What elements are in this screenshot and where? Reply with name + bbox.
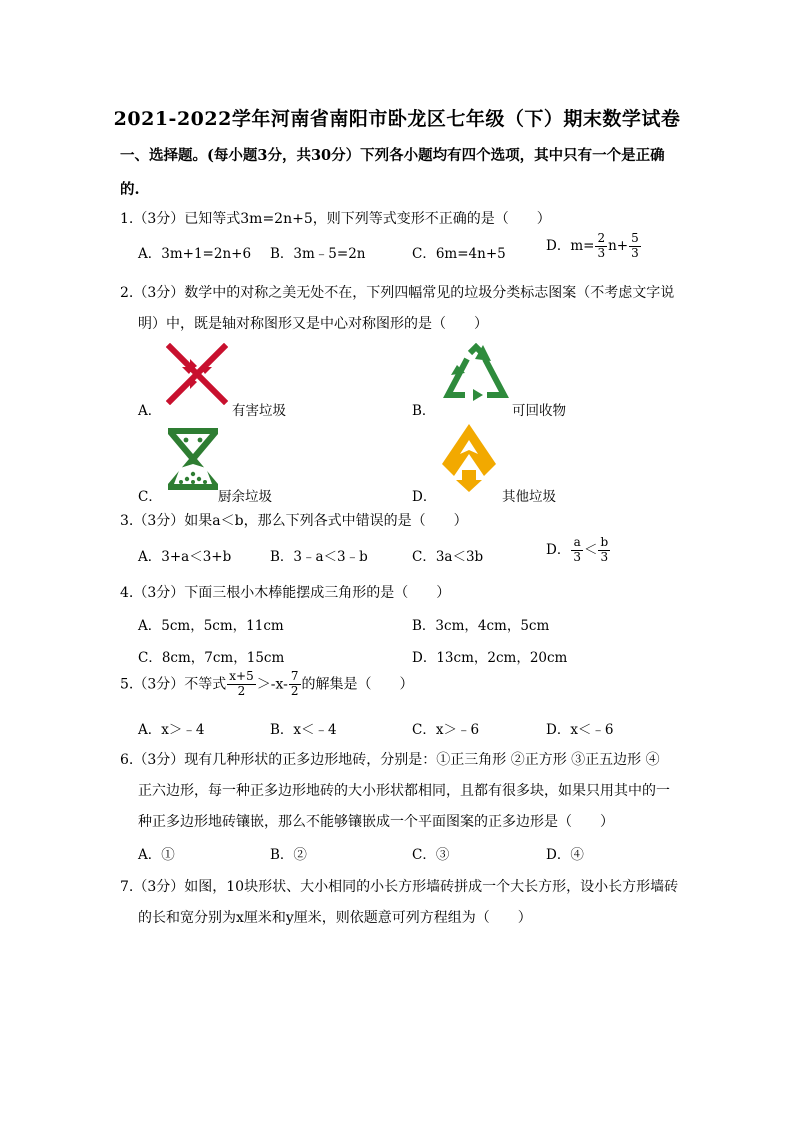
q5-option-c[interactable]: C．x＞﹣6 bbox=[412, 722, 480, 738]
fraction bbox=[289, 670, 301, 699]
q1-option-d[interactable] bbox=[546, 232, 642, 261]
q2-option-b[interactable]: B． bbox=[412, 403, 436, 419]
question-6-stem: 6.（3分）现有几种形状的正多边形地砖，分别是：①正三角形 ②正方形 ③正五边形 ④ bbox=[120, 752, 660, 768]
q2-caption-a: 有害垃圾 bbox=[232, 403, 286, 419]
q2-option-d[interactable]: D． bbox=[412, 489, 437, 505]
q5-stem-suffix: 的解集是（ ） bbox=[301, 676, 414, 693]
q6-option-b[interactable]: B．② bbox=[270, 847, 307, 863]
question-7-stem-cont: 的长和宽分别为x厘米和y厘米，则依题意可列方程组为（ ） bbox=[138, 910, 532, 926]
other-waste-icon bbox=[438, 422, 500, 494]
fraction-numerator: a bbox=[571, 536, 583, 551]
question-1-stem: 1.（3分）已知等式3m=2n+5，则下列等式变形不正确的是（ ） bbox=[120, 211, 551, 227]
question-2-stem-cont: 明）中，既是轴对称图形又是中心对称图形的是（ ） bbox=[138, 316, 488, 332]
q4-option-b[interactable]: B．3cm，4cm，5cm bbox=[412, 618, 550, 634]
section-heading-cont: 的. bbox=[120, 181, 140, 198]
kitchen-waste-icon bbox=[166, 426, 220, 492]
section-heading: 一、选择题。(每小题3分，共30分）下列各小题均有四个选项，其中只有一个是正确 bbox=[120, 147, 665, 164]
question-3-stem: 3.（3分）如果a＜b，那么下列各式中错误的是（ ） bbox=[120, 513, 468, 529]
question-5-stem bbox=[120, 670, 414, 699]
q5-stem-mid: ＞-x- bbox=[256, 676, 288, 693]
fraction-numerator: 2 bbox=[597, 231, 606, 245]
fraction bbox=[629, 232, 641, 261]
fraction bbox=[598, 536, 610, 565]
question-2-stem: 2.（3分）数学中的对称之美无处不在，下列四幅常见的垃圾分类标志图案（不考虑文字说 bbox=[120, 285, 675, 301]
fraction bbox=[571, 536, 583, 565]
q3-d-mid: ＜ bbox=[583, 541, 598, 558]
q5-option-a[interactable]: A．x＞﹣4 bbox=[138, 722, 205, 738]
fraction-denominator: 3 bbox=[631, 245, 639, 260]
q2-option-c[interactable]: C． bbox=[138, 489, 162, 505]
fraction-numerator: x+5 bbox=[229, 669, 254, 683]
fraction-denominator: 2 bbox=[237, 683, 246, 698]
q3-option-a[interactable]: A．3+a＜3+b bbox=[138, 549, 232, 565]
q4-option-d[interactable]: D．13cm，2cm，20cm bbox=[412, 650, 568, 666]
q1-option-c[interactable]: C．6m=4n+5 bbox=[412, 246, 506, 262]
q2-caption-d: 其他垃圾 bbox=[502, 489, 556, 505]
fraction-numerator: 5 bbox=[631, 231, 639, 245]
q3-option-c[interactable]: C．3a＜3b bbox=[412, 549, 484, 565]
q4-option-a[interactable]: A．5cm，5cm，11cm bbox=[138, 618, 284, 634]
recyclable-icon bbox=[443, 343, 509, 405]
question-6-stem-cont-1: 正六边形，每一种正多边形地砖的大小形状都相同，且都有很多块，如果只用其中的一 bbox=[138, 783, 670, 799]
q1-d-prefix: D．m= bbox=[546, 237, 595, 254]
fraction-denominator: 3 bbox=[600, 549, 609, 564]
fraction-denominator: 3 bbox=[573, 549, 581, 564]
q4-option-c[interactable]: C．8cm，7cm，15cm bbox=[138, 650, 285, 666]
q2-caption-b: 可回收物 bbox=[512, 403, 566, 419]
q6-option-d[interactable]: D．④ bbox=[546, 847, 584, 863]
q5-stem-prefix: 5.（3分）不等式 bbox=[120, 676, 227, 693]
q5-option-b[interactable]: B．x＜﹣4 bbox=[270, 722, 337, 738]
fraction bbox=[595, 232, 607, 261]
q2-option-a[interactable]: A． bbox=[138, 403, 162, 419]
fraction-numerator: 7 bbox=[290, 669, 299, 683]
question-4-stem: 4.（3分）下面三根小木棒能摆成三角形的是（ ） bbox=[120, 585, 451, 601]
q3-option-b[interactable]: B．3﹣a＜3﹣b bbox=[270, 549, 368, 565]
fraction bbox=[227, 670, 255, 699]
question-7-stem: 7.（3分）如图，10块形状、大小相同的小长方形墙砖拼成一个大长方形，设小长方形墙砖 bbox=[120, 879, 679, 895]
hazardous-waste-icon bbox=[166, 343, 228, 405]
q3-d-prefix: D． bbox=[546, 541, 571, 558]
q1-d-mid: n+ bbox=[608, 237, 629, 254]
fraction-numerator: b bbox=[600, 535, 609, 549]
q1-option-b[interactable]: B．3m﹣5=2n bbox=[270, 246, 366, 262]
page-title: 2021-2022学年河南省南阳市卧龙区七年级（下）期末数学试卷 bbox=[113, 108, 681, 130]
fraction-denominator: 2 bbox=[290, 683, 299, 698]
q2-caption-c: 厨余垃圾 bbox=[218, 489, 272, 505]
q5-option-d[interactable]: D．x＜﹣6 bbox=[546, 722, 614, 738]
q3-option-d[interactable] bbox=[546, 536, 611, 565]
q1-option-a[interactable]: A．3m+1=2n+6 bbox=[138, 246, 252, 262]
q6-option-c[interactable]: C．③ bbox=[412, 847, 450, 863]
fraction-denominator: 3 bbox=[597, 245, 606, 260]
q6-option-a[interactable]: A．① bbox=[138, 847, 175, 863]
question-6-stem-cont-2: 种正多边形地砖镶嵌，那么不能够镶嵌成一个平面图案的正多边形是（ ） bbox=[138, 814, 614, 830]
